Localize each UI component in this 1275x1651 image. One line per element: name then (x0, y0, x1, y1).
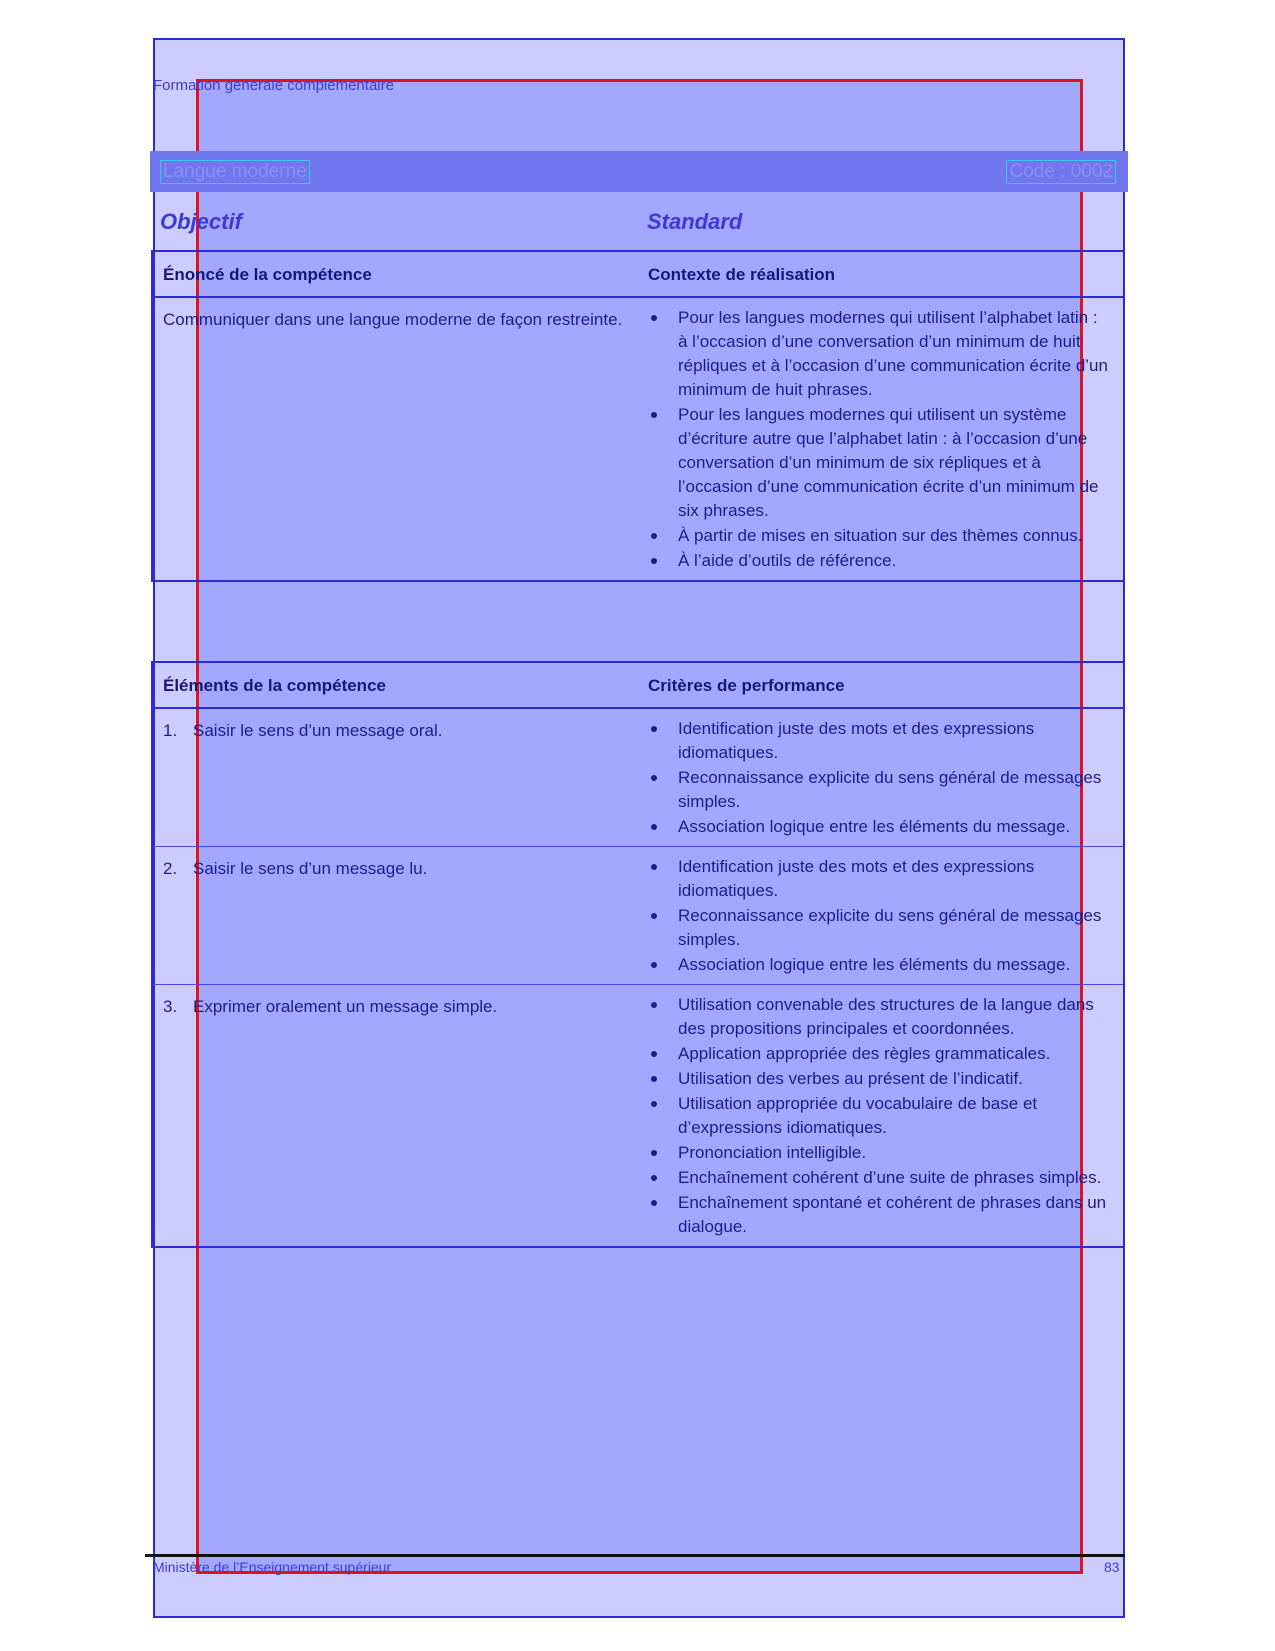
criteria-list (648, 847, 1108, 984)
list-item: Utilisation des verbes au présent de l’indicatif. (648, 1067, 1108, 1091)
page-number: 83 (1104, 1559, 1120, 1575)
course-code: Code : 0002 (1006, 160, 1116, 184)
list-item: Enchaînement cohérent d’une suite de phrases simples. (648, 1166, 1108, 1190)
list-item: Utilisation appropriée du vocabulaire de base et d’expressions idiomatiques. (648, 1092, 1108, 1140)
element-number: 3. (163, 997, 178, 1016)
element-cell (163, 719, 633, 743)
element-cell (163, 995, 633, 1019)
list-item: Pour les langues modernes qui utilisent un système d’écriture autre que l’alphabet latin : à l’occasion d’une conversation d’un minimum de six répliques et à l’occasion d’une communication écrite d’un minimum de six phrases. (648, 403, 1108, 523)
title-bar (150, 151, 1128, 192)
list-item: Association logique entre les éléments du message. (648, 953, 1108, 977)
elements-table-header (153, 663, 1123, 709)
running-header: Formation générale complémentaire (153, 77, 394, 94)
objective-standard-row (160, 209, 1060, 235)
context-list (648, 298, 1108, 580)
list-item: Identification juste des mots et des expressions idiomatiques. (648, 855, 1108, 903)
list-item: Prononciation intelligible. (648, 1141, 1108, 1165)
list-item: À partir de mises en situation sur des thèmes connus. (648, 524, 1108, 548)
list-item: Identification juste des mots et des expressions idiomatiques. (648, 717, 1108, 765)
footer-ministry: Ministère de l’Enseignement supérieur (153, 1559, 392, 1575)
elements-table (151, 661, 1125, 1248)
footer-rule (145, 1554, 1125, 1557)
table-row (153, 985, 1123, 1246)
competence-table-header (153, 252, 1123, 298)
element-cell (163, 857, 633, 881)
list-item: Reconnaissance explicite du sens général de messages simples. (648, 766, 1108, 814)
element-text: Saisir le sens d’un message lu. (193, 859, 428, 878)
header-criteres: Critères de performance (648, 676, 845, 695)
competence-statement: Communiquer dans une langue moderne de façon restreinte. (163, 310, 623, 329)
table-row (153, 847, 1123, 985)
criteria-list (648, 985, 1108, 1246)
list-item: Reconnaissance explicite du sens général de messages simples. (648, 904, 1108, 952)
header-contexte: Contexte de réalisation (648, 265, 836, 284)
standard-label: Standard (647, 209, 743, 234)
list-item: Utilisation convenable des structures de la langue dans des propositions principales et coordonnées. (648, 993, 1108, 1041)
header-elements: Éléments de la compétence (163, 676, 386, 695)
competence-row (153, 298, 1123, 580)
list-item: Enchaînement spontané et cohérent de phrases dans un dialogue. (648, 1191, 1108, 1239)
objectif-label: Objectif (160, 209, 242, 234)
element-text: Exprimer oralement un message simple. (193, 997, 498, 1016)
list-item: Pour les langues modernes qui utilisent l’alphabet latin : à l’occasion d’une conversation d’un minimum de huit répliques et à l’occasion d’une communication écrite d’un minimum de huit phrases. (648, 306, 1108, 402)
header-enonce: Énoncé de la compétence (163, 265, 372, 284)
list-item: Association logique entre les éléments du message. (648, 815, 1108, 839)
competence-table (151, 250, 1125, 582)
course-title: Langue moderne (160, 160, 310, 184)
table-row (153, 709, 1123, 847)
element-number: 1. (163, 721, 178, 740)
element-number: 2. (163, 859, 178, 878)
list-item: À l’aide d’outils de référence. (648, 549, 1108, 573)
element-text: Saisir le sens d’un message oral. (193, 721, 443, 740)
list-item: Application appropriée des règles grammaticales. (648, 1042, 1108, 1066)
criteria-list (648, 709, 1108, 846)
